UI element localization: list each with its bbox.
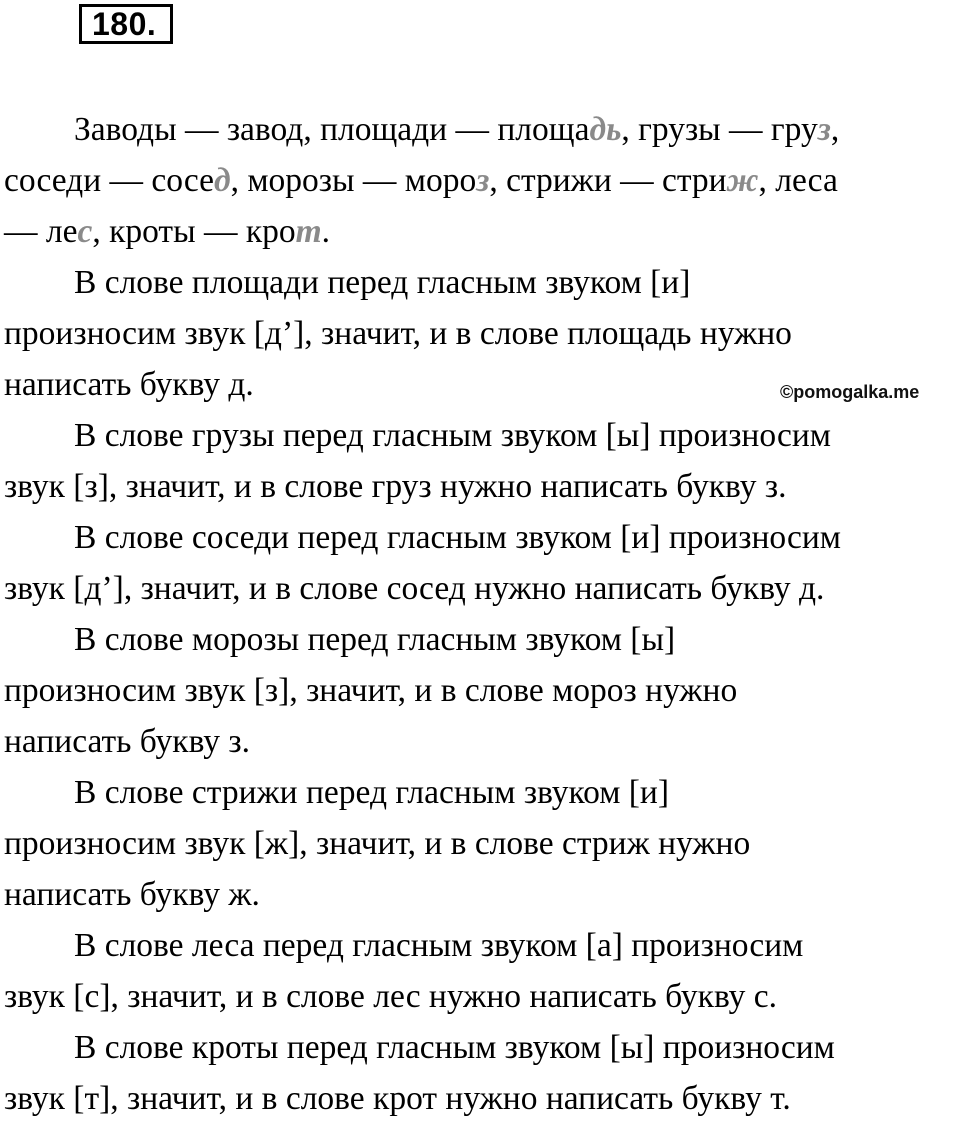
explanation-line: звук [т], значит, и в слове крот нужно написать букву т. bbox=[4, 1080, 791, 1117]
highlighted-letter: з bbox=[817, 111, 831, 148]
intro-text: соседи — сосе bbox=[4, 162, 214, 199]
explanation-line: произносим звук [ж], значит, и в слове стриж нужно bbox=[4, 825, 751, 862]
explanation-line: В слове морозы перед гласным звуком [ы] bbox=[74, 621, 676, 658]
intro-text: Заводы — завод, площади — площа bbox=[74, 111, 590, 148]
highlighted-letter: з bbox=[476, 162, 490, 199]
intro-text: — ле bbox=[4, 213, 78, 250]
explanation-paragraph bbox=[4, 614, 960, 767]
intro-text: , леса bbox=[758, 162, 838, 199]
highlighted-letter: ж bbox=[726, 162, 759, 199]
explanation-paragraph bbox=[4, 512, 960, 614]
explanation-line: написать букву з. bbox=[4, 723, 250, 760]
explanation-line: произносим звук [з], значит, и в слове мороз нужно bbox=[4, 672, 738, 709]
highlighted-letter: с bbox=[77, 213, 93, 250]
explanation-line: В слове леса перед гласным звуком [а] произносим bbox=[74, 927, 804, 964]
explanation-paragraph bbox=[4, 257, 960, 410]
explanation-paragraph bbox=[4, 920, 960, 1022]
explanation-line: В слове кроты перед гласным звуком [ы] произносим bbox=[74, 1029, 835, 1066]
answer-text bbox=[4, 104, 960, 1124]
explanation-line: звук [д’], значит, и в слове сосед нужно написать букву д. bbox=[4, 570, 825, 607]
explanation-paragraph bbox=[4, 410, 960, 512]
intro-text: . bbox=[321, 213, 331, 250]
explanation-line: В слове грузы перед гласным звуком [ы] произносим bbox=[74, 417, 831, 454]
explanation-line: В слове площади перед гласным звуком [и] bbox=[74, 264, 691, 301]
intro-text: , bbox=[830, 111, 840, 148]
highlighted-letters: дь bbox=[589, 111, 622, 148]
word-pairs-paragraph bbox=[4, 104, 960, 257]
explanation-line: В слове стрижи перед гласным звуком [и] bbox=[74, 774, 670, 811]
highlighted-letter: т bbox=[295, 213, 322, 250]
explanation-line: написать букву ж. bbox=[4, 876, 260, 913]
exercise-number: 180. bbox=[79, 4, 173, 44]
explanation-line: произносим звук [д’], значит, и в слове площадь нужно bbox=[4, 315, 792, 352]
explanation-paragraph bbox=[4, 1022, 960, 1124]
highlighted-letter: д bbox=[213, 162, 231, 199]
explanation-line: звук [с], значит, и в слове лес нужно написать букву с. bbox=[4, 978, 777, 1015]
watermark: ©pomogalka.me bbox=[780, 382, 920, 402]
explanation-line: В слове соседи перед гласным звуком [и] произносим bbox=[74, 519, 841, 556]
intro-text: , кроты — кро bbox=[92, 213, 296, 250]
intro-text: , стрижи — стри bbox=[489, 162, 727, 199]
explanation-line: написать букву д. bbox=[4, 366, 254, 403]
explanation-line: звук [з], значит, и в слове груз нужно написать букву з. bbox=[4, 468, 787, 505]
intro-text: , морозы — моро bbox=[230, 162, 477, 199]
explanation-paragraph bbox=[4, 767, 960, 920]
intro-text: , грузы — гру bbox=[621, 111, 818, 148]
